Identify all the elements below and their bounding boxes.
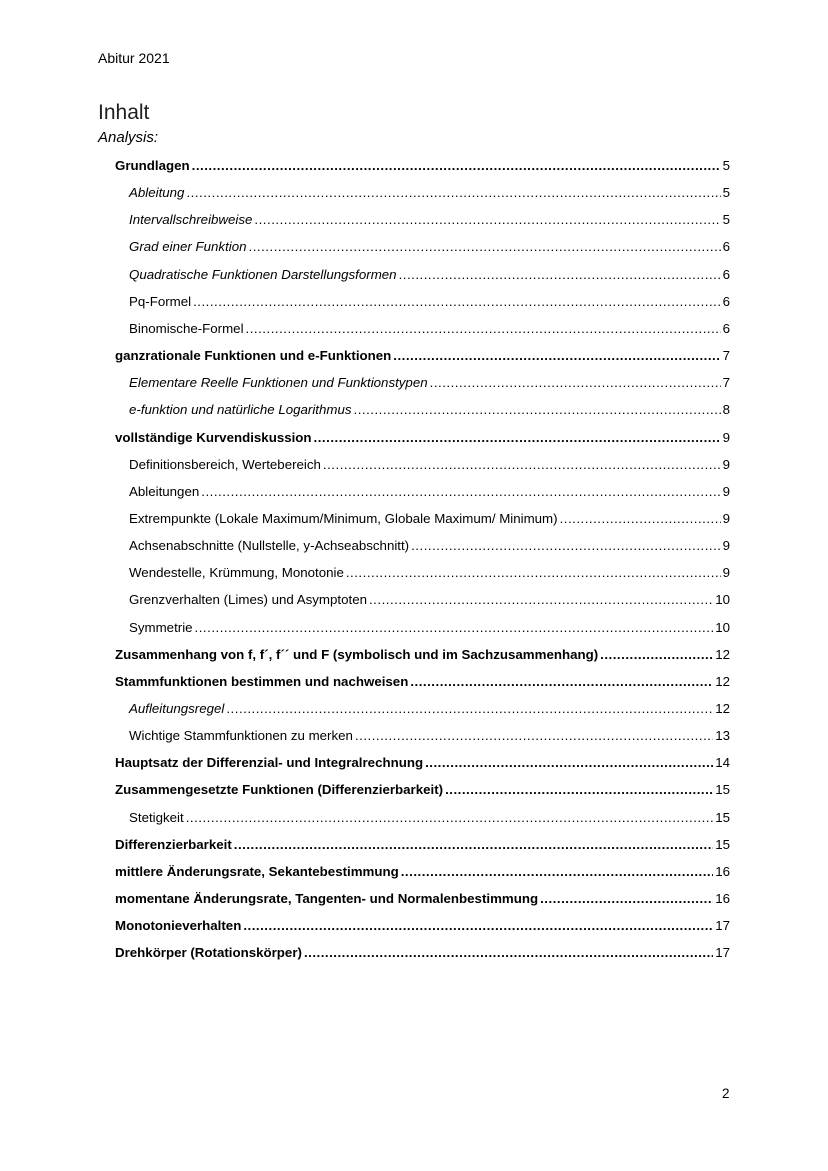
toc-entry-page: 16 [715,891,730,907]
toc-entry[interactable] [129,804,730,831]
toc-entry[interactable] [129,206,730,233]
toc-entry[interactable] [115,668,730,695]
toc-entry-page: 7 [722,348,730,364]
toc-entry-page: 10 [715,592,730,608]
toc-entry[interactable] [115,912,730,939]
toc-entry[interactable] [115,776,730,803]
toc-entry-label: Intervallschreibweise [129,212,253,228]
toc-entry-label: Ableitung [129,185,185,201]
toc-leader-dots [355,722,713,749]
toc-entry-label: momentane Änderungsrate, Tangenten- und Normalenbestimmung [115,891,539,907]
toc-leader-dots [201,478,720,505]
toc-entry-label: Wichtige Stammfunktionen zu merken [129,728,353,744]
toc-entry-page: 9 [722,429,730,445]
toc-entry-page: 17 [715,918,730,934]
toc-leader-dots [560,505,721,532]
toc-leader-dots [354,396,721,423]
toc-entry-page: 9 [722,483,730,499]
toc-entry-page: 9 [722,456,730,472]
toc-entry-page: 15 [715,809,730,825]
toc-entry-label: Grundlagen [115,158,190,173]
toc-leader-dots [600,641,713,668]
toc-entry-label: Zusammengesetzte Funktionen (Differenzierbarkeit) [115,782,444,798]
toc-leader-dots [193,288,721,315]
toc-entry[interactable] [129,695,730,722]
toc-entry[interactable] [129,451,730,478]
toc-entry-page: 14 [715,755,730,771]
toc-leader-dots [399,261,721,288]
toc-entry-label: Symmetrie [129,619,193,635]
toc-entry-label: Drehkörper (Rotationskörper) [115,945,302,961]
toc-leader-dots [369,586,713,613]
toc-leader-dots [346,559,721,586]
toc-leader-dots [186,179,720,206]
toc-entry-label: vollständige Kurvendiskussion [115,429,312,445]
toc-entry-label: ganzrationale Funktionen und e-Funktionen [115,348,392,364]
toc-leader-dots [195,614,714,641]
toc-entry-page: 5 [722,185,730,201]
toc-entry-label: Grad einer Funktion [129,239,247,255]
toc-entry[interactable] [129,586,730,613]
toc-entry[interactable] [115,885,730,912]
toc-entry[interactable] [115,831,730,858]
toc-leader-dots [411,532,720,559]
toc-leader-dots [246,315,721,342]
toc-entry-page: 15 [715,836,730,852]
toc-entry-label: Hauptsatz der Differenzial- und Integralrechnung [115,755,424,771]
toc-entry[interactable] [129,179,730,206]
toc-entry[interactable] [129,315,730,342]
toc-leader-dots [445,776,713,803]
toc-entry[interactable] [115,424,730,451]
section-heading: Analysis: [98,129,159,146]
toc-entry-label: Achsenabschnitte (Nullstelle, y-Achseabschnitt) [129,538,410,554]
page-title: Inhalt [98,101,150,124]
toc-entry-label: Aufleitungsregel [129,701,225,716]
toc-entry[interactable] [129,532,730,559]
toc-leader-dots [401,858,713,885]
toc-leader-dots [314,424,721,451]
toc-entry-page: 5 [722,158,730,173]
toc-entry-page: 15 [715,782,730,798]
toc-entry[interactable] [115,858,730,885]
toc-entry-page: 10 [715,619,730,635]
toc-entry-label: Stammfunktionen bestimmen und nachweisen [115,673,409,689]
toc-entry-label: Grenzverhalten (Limes) und Asymptoten [129,592,367,608]
toc-entry-page: 9 [722,538,730,554]
toc-entry[interactable] [129,614,730,641]
toc-entry[interactable] [115,749,730,776]
toc-leader-dots [186,804,714,831]
toc-entry-label: Elementare Reelle Funktionen und Funktionstypen [129,375,428,391]
toc-entry-page: 6 [722,320,730,336]
toc-leader-dots [226,695,713,722]
toc-entry-page: 16 [715,863,730,879]
toc-leader-dots [234,831,713,858]
toc-leader-dots [192,152,721,179]
page-number: 2 [722,1086,730,1101]
toc-entry[interactable] [129,261,730,288]
toc-leader-dots [243,912,713,939]
toc-entry-page: 9 [722,510,730,526]
toc-entry-page: 6 [722,293,730,309]
toc-entry[interactable] [129,288,730,315]
toc-entry-page: 9 [722,565,730,581]
toc-entry-label: Wendestelle, Krümmung, Monotonie [129,565,344,581]
toc-entry[interactable] [129,396,730,423]
toc-entry[interactable] [129,369,730,396]
toc-leader-dots [254,206,720,233]
toc-leader-dots [540,885,713,912]
toc-entry-page: 5 [722,212,730,228]
toc-entry[interactable] [129,478,730,505]
toc-leader-dots [393,342,720,369]
toc-entry-page: 6 [722,266,730,282]
toc-entry-label: Quadratische Funktionen Darstellungsformen [129,266,397,282]
toc-entry[interactable] [115,152,730,179]
toc-entry-page: 7 [722,375,730,391]
toc-entry-page: 12 [715,701,730,716]
toc-entry[interactable] [129,559,730,586]
toc-entry-label: Zusammenhang von f, f´, f´´ und F (symbolisch und im Sachzusammenhang) [115,646,599,662]
toc-entry[interactable] [129,233,730,260]
toc-entry-label: Stetigkeit [129,809,184,825]
toc-entry-label: Pq-Formel [129,293,192,309]
toc-leader-dots [304,939,713,966]
toc-entry-page: 12 [715,646,730,662]
toc-entry-label: Definitionsbereich, Wertebereich [129,456,321,472]
toc-entry-page: 13 [715,728,730,744]
toc-leader-dots [410,668,713,695]
toc-entry-page: 17 [715,945,730,961]
toc-entry[interactable] [115,641,730,668]
toc-entry-label: Monotonieverhalten [115,918,242,934]
toc-entry-label: mittlere Änderungsrate, Sekantebestimmung [115,863,399,879]
toc-entry[interactable] [115,939,730,966]
toc-entry-label: Extrempunkte (Lokale Maximum/Minimum, Globale Maximum/ Minimum) [129,510,558,526]
toc-entry-label: Differenzierbarkeit [115,836,232,852]
toc-entry[interactable] [115,342,730,369]
toc-entry[interactable] [129,722,730,749]
toc-entry-label: Binomische-Formel [129,320,244,336]
toc-leader-dots [249,233,721,260]
toc-leader-dots [425,749,713,776]
toc-leader-dots [430,369,721,396]
toc-entry-label: e-funktion und natürliche Logarithmus [129,402,352,418]
toc-entry-page: 12 [715,673,730,689]
toc-leader-dots [323,451,721,478]
toc-entry-page: 8 [722,402,730,418]
toc-entry[interactable] [129,505,730,532]
toc-entry-label: Ableitungen [129,483,200,499]
toc-entry-page: 6 [722,239,730,255]
page-header: Abitur 2021 [98,50,170,66]
